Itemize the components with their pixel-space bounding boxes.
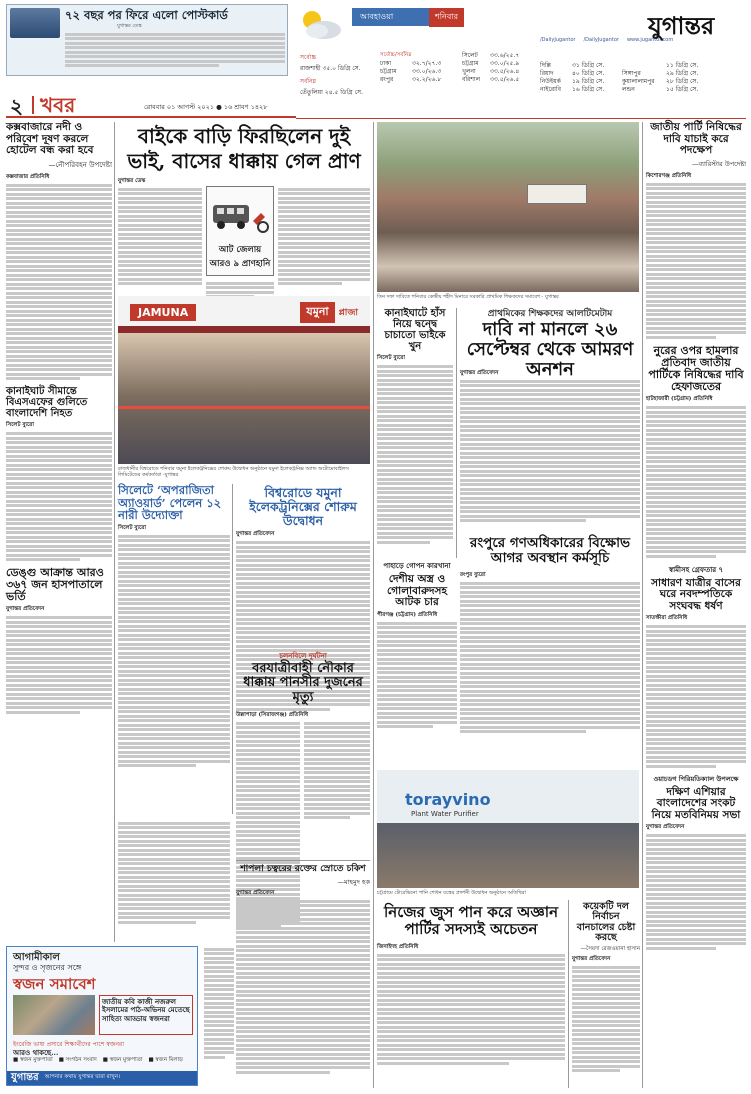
jamuna-sign-bn: যমুনা প্লাজা [300,302,358,323]
juice-source: জিনাইদহ প্রতিনিধি [377,944,419,950]
advert-source: যুগান্তর ডেস্ক [117,23,142,29]
weather-max-value: রাজশাহী ৩৫.০ ডিগ্রি সে. [300,65,361,72]
story-source: হাটহাজারী (চট্টগ্রাম) প্রতিনিধি [646,396,713,403]
weather-row: নাইরোবি ১৬ ডিগ্রি সে. [540,86,605,93]
weather-row: দিল্লি ৩১ ডিগ্রি সে. [540,62,605,69]
page-date: রোববার ০১ আগস্ট ২০২১ ● ১৬ শ্রাবণ ১৪২৮ [144,103,268,111]
story-source: পীরগঞ্জ (চট্টগ্রাম) প্রতিনিধি [377,611,438,618]
promo-image [13,995,95,1035]
website-link[interactable]: www.jugantor.com [626,37,674,43]
left-column [6,122,112,822]
weather-min-label: সর্বনিম্ন [300,78,316,85]
jamuna-photo [118,296,370,464]
story-headline[interactable]: বিশ্বরোডে যমুনা ইলেকট্রনিক্সের শোরুম উদ্বোধন [249,485,357,528]
promo-items: ■ স্বজন মুক্তপাতা ■ সংগঠন সংবাদ ■ স্বজন মুক্তপাতা ■ স্বজন মিলাড় [13,1057,183,1063]
weather-row: চট্টগ্রাম ৩৩.০/২৫.৯ [462,60,520,67]
banner [527,184,587,204]
weather-row: কুয়ালালামপুর ২৮ ডিগ্রি সে. [622,78,699,85]
ribbon [118,406,370,409]
juice-headline[interactable]: নিজের জুস পান করে অজ্ঞান পার্টির সদস্যই অচেতন [383,903,559,938]
info-box [206,186,274,276]
promo-title: আগামীকাল [13,952,60,963]
bus-accident-icon [207,191,273,241]
story-kicker: পাহাড়ে গোপন কারখানা [383,561,451,570]
weather-row: সিঙ্গাপুর ২৯ ডিগ্রি সে. [622,70,699,77]
weather-row: বরিশাল ৩৩.৫/২৬.৫ [462,76,520,83]
photo-caption: চট্টগ্রামে টোরেভিনো পানি শোধন যন্ত্রের প্রদর্শনী উদ্বোধন অনুষ্ঠানে অতিথিরা [377,890,526,896]
story-headline[interactable]: সাধারণ যাত্রীর বাসের ঘরে নবদম্পতিকে সংঘবদ্ধ ধর্ষণ [651,576,741,612]
story-byline: —সৈয়দা রেজওয়ানা হাসান [580,945,640,952]
boat-kicker: চলনবিলে দুর্ঘটনা [279,651,327,660]
story-source: সিলেট ব্যুরো [6,422,34,429]
story-source: যুগান্তর প্রতিবেদন [236,889,275,896]
lead-headline[interactable]: বাইকে বাড়ি ফিরছিলেন দুই ভাই, বাসের ধাক্কায় গেল প্রাণ [127,124,361,173]
story-source: যুগান্তর প্রতিবেদন [646,824,685,831]
page-number: ২ [10,94,24,118]
twitter-link[interactable]: /DailyJugantor [583,37,619,43]
weather-label-bar [352,8,464,26]
advert-image [10,8,60,38]
story-kicker: ওয়াচডগ পিরিয়ডিক্যাল উপলক্ষে [653,774,739,783]
photo-caption: তিন দফা দাবিতে শনিবার কেন্দ্রীয় শহীদ মিনারে সরকারি প্রাথমিক শিক্ষকদের সমাবেশ - যুগান্তর [377,294,559,300]
shapla-story [236,860,370,1075]
section-bar [6,92,296,118]
advert-headline: ৭২ বছর পর ফিরে এলো পোস্টকার্ড [65,8,228,22]
story-headline[interactable]: শাপলা চত্বরের রক্তের স্রোতে চকিশ [240,864,366,874]
story-kicker: স্বামীসহ গ্রেফতার ৭ [668,564,724,574]
promo-footer-logo: যুগান্তর [11,1071,39,1083]
story-source: কক্সবাজার প্রতিনিধি [6,173,50,180]
rangpur-headline[interactable]: রংপুরে গণঅধিকারের বিক্ষোভ আগর অবস্থান কর্মসূচি [469,535,631,566]
facebook-link[interactable]: /DailyJugantor [540,37,576,43]
weather-row: লন্ডন ১৫ ডিগ্রি সে. [622,86,699,93]
weather-row: খুলনা ৩৩.৫/২৬.৪ [462,68,520,75]
story-headline[interactable]: দেশীয় অস্ত্র ও গোলাবারুদসহ আটক চার [387,573,447,609]
promo-footer-text: আপনার কথায় যুগান্তর দ্বারা রাখুন। [44,1074,121,1080]
story-headline[interactable]: কানাইঘাটে হাঁস নিয়ে দ্বন্দ্বে চাচাতো ভাইকে খুন [384,308,446,352]
coal-story [572,902,640,1074]
story-source: সিলেট ব্যুরো [118,524,146,531]
story-headline[interactable]: কয়েকটি দল নির্বাচন বানচালের চেষ্টা করছে [576,901,636,944]
weather-icon [296,6,344,42]
top-left-advert [6,4,288,76]
torayvino-sub: Plant Water Purifier [411,810,479,818]
sylhet-story [118,484,230,769]
story-source: সিলেট ব্যুরো [377,355,405,361]
weather-col-head: সর্বোচ্চ/সর্বনিম্ন [380,52,412,58]
promo-more: আরও থাকছে... [13,1048,59,1057]
section-divider [32,96,34,114]
promo-brand: স্বজন সমাবেশ [13,975,96,993]
weather-row: নিউইয়র্ক ১৯ ডিগ্রি সে. [540,78,605,85]
story-headline[interactable]: কক্সবাজারে নদী ও পরিবেশ দূষণ করলে হোটেল বন্ধ করা হবে [6,121,94,157]
story-byline: —ব্যারিস্টার উপদেষ্টা [691,159,746,168]
torayvino-photo [377,770,639,888]
weather-min [300,76,380,98]
story-headline[interactable]: নুরের ওপর হামলার প্রতিবাদ জাতীয় পার্টিকে নিষিদ্ধের দাবি হেফাজতের [648,343,744,393]
weather-row: সিলেট ৩৩.৬/২৫.৭ [462,52,520,59]
weather-row: ১১ ডিগ্রি সে. [666,62,699,69]
weather-row: রিয়াদ ৪০ ডিগ্রি সে. [540,70,605,77]
story-byline: —নৌপরিবহন উপদেষ্টা [48,160,112,169]
photo-caption: রাজধানীর বিশ্বরোডে শনিবার যমুনা ইলেকট্রনিক্সের শোরুম উদ্বোধন অনুষ্ঠানে যমুনা ইলেকট্রনিক্স অ্যান্ড অটোমোবাইলস লিমিটেডের কর্মকর্তারা -যুগান্তর [118,466,349,478]
weather-row: চট্টগ্রাম ৩৩.০/২৬.৩ [380,68,442,75]
section-name: খবর [40,93,76,117]
info-box-text: আট জেলায় আরও ৯ প্রাণহানি [209,245,271,269]
story-source: সাতক্ষীরা প্রতিনিধি [646,615,688,622]
rangpur-source: রংপুর ব্যুরো [460,572,486,578]
lead-kicker: প্রাথমিকের শিক্ষকদের আলটিমেটাম [487,309,613,319]
social-bar [540,37,745,46]
center-lead-headline[interactable]: দাবি না মানলে ২৬ সেপ্টেম্বর থেকে আমরণ অনশন [466,319,634,380]
right-column [646,122,746,951]
story-source: যুগান্তর প্রতিবেদন [572,955,611,962]
promo-caption: ইংরেজি ভাষা প্রসারে শিক্ষার্থীদের পাশে স্বজনরা [13,1041,124,1048]
weather-label: আবহাওয়া [360,11,394,21]
weather-table-b [462,52,537,84]
story-headline[interactable]: জাতীয় পার্টি নিষিদ্ধের দাবি যাচাই করে পদক্ষেপ [650,121,742,157]
weather-max-label: সর্বোচ্চ [300,54,317,61]
center-lead-source: যুগান্তর প্রতিবেদন [460,370,499,376]
masthead-logo: যুগান্তর [648,11,715,40]
jamuna-sign: JAMUNA [130,304,196,321]
story-source: কিশোরগঞ্জ প্রতিনিধি [646,172,692,179]
teachers-rally-photo [377,122,639,292]
story-headline[interactable]: সিলেটে ‘অপরাজিতা অ্যাওয়ার্ড’ পেলেন ১২ নারী উদ্যোক্তা [118,483,222,523]
promo-subtitle: সুন্দর ও সৃজনের সঙ্গে [13,963,82,972]
promo-box[interactable] [6,946,198,1086]
weather-table-c [540,62,620,94]
weather-row: রংপুর ৩২.২/২৬.৮ [380,76,442,83]
story-headline[interactable]: দক্ষিণ এশিয়ার বাংলাদেশের সংকট নিয়ে মতবিনিময় সভা [651,785,741,821]
story-headline[interactable]: কানাইঘাট সীমান্তে বিএসএফের গুলিতে বাংলাদেশি নিহত [6,386,88,420]
weather-table-d [622,62,746,94]
story-source: যুগান্তর প্রতিবেদন [236,531,275,538]
arms-story [377,560,457,730]
weather-table-a [380,52,460,84]
torayvino-brand: torayvino [405,790,491,809]
weather-row: ঢাকা ৩২.৭/২৭.৩ [380,60,442,67]
promo-feature: জাতীয় কবি কাজী নজরুল ইসলামের পাঠ-অভিনয় মেতেছে সাহিত্য আড্ডায় স্বজনরা [99,995,193,1035]
lead-source: যুগান্তর ডেস্ক [118,178,146,184]
weather-min-value: তেঁতুলিয়া ২৪.৫ ডিগ্রি সে. [300,89,363,96]
boat-source: উল্লাপাড়া (সিরাজগঞ্জ) প্রতিনিধি [236,712,309,718]
weather-day: শনিবার [429,8,464,27]
story-headline[interactable]: ডেঙ্গু আক্রান্ত আরও ৩৬৭ জন হাসপাতালে ভর্তি [6,566,104,604]
promo-footer [7,1071,197,1085]
story-byline: —মাহমুদ হক [337,877,370,886]
kanaighat-story [377,308,453,545]
weather-max [300,52,380,74]
boat-headline[interactable]: বরযাত্রীবাহী নৌকার ধাক্কায় পানসীর দুজনের মৃত্যু [243,661,363,705]
story-source: যুগান্তর প্রতিবেদন [6,606,45,613]
